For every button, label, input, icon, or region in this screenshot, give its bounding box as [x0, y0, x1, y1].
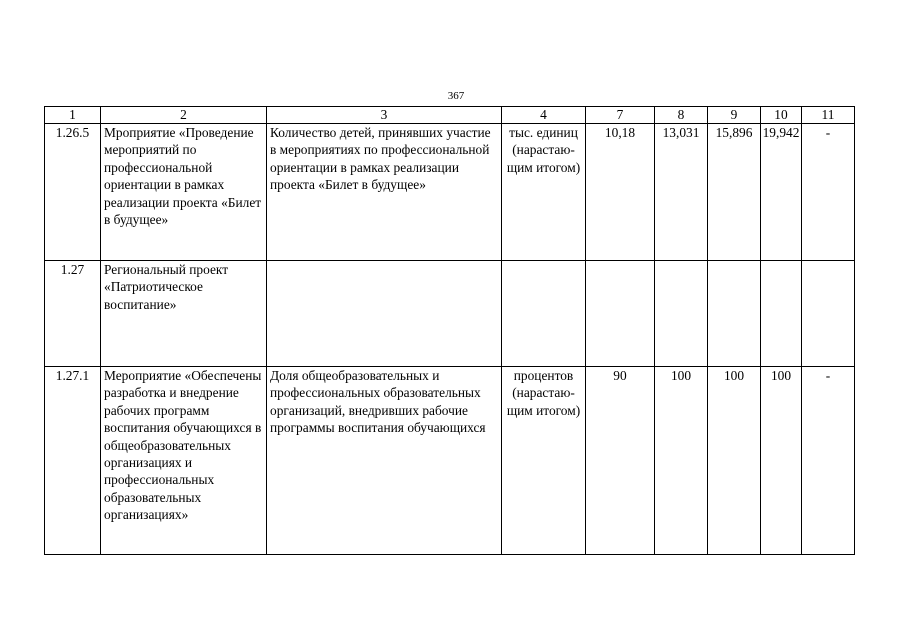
row-code-cell: 1.27.1: [45, 367, 101, 555]
header-cell: 3: [267, 107, 502, 124]
row-value-col7: [586, 261, 655, 367]
row-code-cell: 1.27: [45, 261, 101, 367]
row-value-col11: -: [802, 367, 855, 555]
page-number: 367: [447, 90, 465, 102]
row-value-col11: -: [802, 124, 855, 261]
row-indicator-cell: Количество детей, принявших участие в мероприятиях по профессиональной ориентации в рамках реализации проекта «Билет в будущее»: [267, 124, 502, 261]
row-value-col9: 15,896: [708, 124, 761, 261]
table-row: [45, 367, 855, 555]
row-value-col8: [655, 261, 708, 367]
table-row: [45, 124, 855, 261]
row-value-col8: 13,031: [655, 124, 708, 261]
row-value-col9: [708, 261, 761, 367]
indicators-table: [44, 106, 855, 555]
row-value-col10: [761, 261, 802, 367]
row-name-cell: Мероприятие «Обеспечены разработка и внедрение рабочих программ воспитания обучающихся в общеобразовательных организациях и профессиональных образовательных организациях»: [101, 367, 267, 555]
row-value-col9: 100: [708, 367, 761, 555]
row-value-col7: 10,18: [586, 124, 655, 261]
header-cell: 7: [586, 107, 655, 124]
row-code-cell: 1.26.5: [45, 124, 101, 261]
row-indicator-cell: Доля общеобразовательных и профессиональных образовательных организаций, внедривших рабочие программы воспитания обучающихся: [267, 367, 502, 555]
header-cell: 8: [655, 107, 708, 124]
row-name-cell: Региональный проект «Патриотическое воспитание»: [101, 261, 267, 367]
row-value-col10: 19,942: [761, 124, 802, 261]
header-cell: 1: [45, 107, 101, 124]
row-value-col11: [802, 261, 855, 367]
row-value-col7: 90: [586, 367, 655, 555]
row-name-cell: Мроприятие «Проведение мероприятий по профессиональной ориентации в рамках реализации проекта «Билет в будущее»: [101, 124, 267, 261]
header-cell: 9: [708, 107, 761, 124]
table-header-row: [45, 107, 855, 124]
row-indicator-cell: [267, 261, 502, 367]
row-value-col8: 100: [655, 367, 708, 555]
row-value-col10: 100: [761, 367, 802, 555]
header-cell: 10: [761, 107, 802, 124]
table-row: [45, 261, 855, 367]
row-unit-cell: процентов (нарастаю-щим итогом): [502, 367, 586, 555]
header-cell: 2: [101, 107, 267, 124]
header-cell: 11: [802, 107, 855, 124]
header-cell: 4: [502, 107, 586, 124]
row-unit-cell: [502, 261, 586, 367]
row-unit-cell: тыс. единиц (нарастаю-щим итогом): [502, 124, 586, 261]
